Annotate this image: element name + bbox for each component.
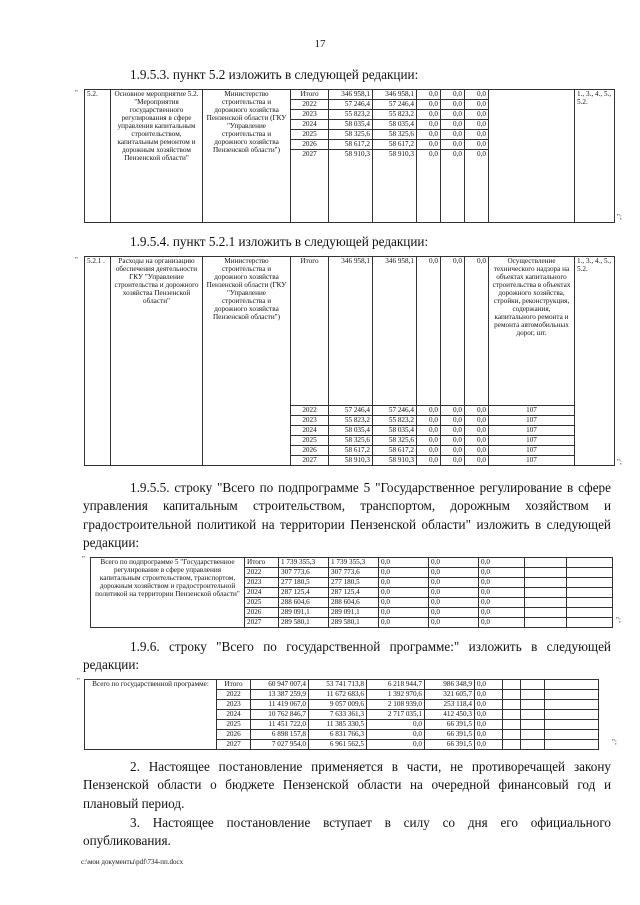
value-cell: 0,0 <box>465 150 489 223</box>
empty-cell <box>521 700 545 710</box>
year-cell: 2025 <box>291 130 329 140</box>
value-cell: 7 027 954,0 <box>251 740 309 750</box>
year-cell: 2024 <box>291 120 329 130</box>
year-cell: 2023 <box>217 700 251 710</box>
value-cell: 0,0 <box>475 720 503 730</box>
value-cell: 0,0 <box>441 140 465 150</box>
indicator-value: 107 <box>489 416 575 426</box>
table-subprogram-5-total <box>90 557 613 628</box>
value-cell: 289 091,1 <box>329 608 379 618</box>
value-cell: 11 419 067,0 <box>251 700 309 710</box>
empty-cell <box>521 740 545 750</box>
empty-cell <box>567 588 613 598</box>
value-cell: 289 580,1 <box>279 618 329 628</box>
value-cell: 0,0 <box>417 416 441 426</box>
value-cell: 0,0 <box>379 558 429 568</box>
empty-cell <box>567 608 613 618</box>
value-cell: 57 246,4 <box>329 100 373 110</box>
value-cell: 0,0 <box>479 588 525 598</box>
empty-cell <box>521 680 545 690</box>
year-cell: 2022 <box>291 100 329 110</box>
item-number: 5.2. <box>85 90 111 223</box>
empty-cell <box>525 558 567 568</box>
quote-close: "; <box>617 213 622 221</box>
value-cell: 346 958,1 <box>373 90 417 100</box>
value-cell: 66 391,5 <box>425 740 475 750</box>
year-cell: Итого <box>245 558 279 568</box>
value-cell: 53 741 713,8 <box>309 680 367 690</box>
value-cell: 0,0 <box>417 110 441 120</box>
value-cell: 0,0 <box>479 558 525 568</box>
value-cell: 2 108 939,0 <box>367 700 425 710</box>
year-cell: 2026 <box>291 140 329 150</box>
value-cell: 0,0 <box>429 568 479 578</box>
value-cell: 58 325,6 <box>373 130 417 140</box>
table-row <box>85 90 615 100</box>
value-cell: 66 391,5 <box>425 720 475 730</box>
value-cell: 0,0 <box>379 608 429 618</box>
value-cell: 55 823,2 <box>329 416 373 426</box>
year-cell: 2023 <box>291 416 329 426</box>
empty-cell <box>525 608 567 618</box>
table-row <box>85 680 599 690</box>
value-cell: 346 958,1 <box>329 90 373 100</box>
footer-file-path: c:\мои документы\pdf\734-пп.docx <box>81 858 184 866</box>
indicator-description: Осуществление технического надзора на объектах капитального строительства в объектах дорожного хозяйства, стройки, реконструкция, содержания, капитального ремонта и ремонта автомобильных дорог, шт. <box>489 257 575 406</box>
value-cell: 0,0 <box>417 456 441 466</box>
page-number: 17 <box>314 38 326 50</box>
table-item-5-2 <box>84 89 615 223</box>
empty-cell <box>545 740 599 750</box>
value-cell: 253 118,4 <box>425 700 475 710</box>
value-cell: 0,0 <box>441 416 465 426</box>
paragraph-3: 3. Настоящее постановление вступает в силу со дня его официального опубликования. <box>83 815 611 849</box>
value-cell: 0,0 <box>479 598 525 608</box>
year-cell: 2025 <box>217 720 251 730</box>
year-cell: Итого <box>291 90 329 100</box>
value-cell: 0,0 <box>441 426 465 436</box>
empty-cell <box>545 700 599 710</box>
value-cell: 60 947 007,4 <box>251 680 309 690</box>
indicator-value: 107 <box>489 456 575 466</box>
indicator-value: 107 <box>489 436 575 446</box>
value-cell: 0,0 <box>417 446 441 456</box>
value-cell: 0,0 <box>379 578 429 588</box>
year-cell: 2022 <box>217 690 251 700</box>
paragraph-1-9-6: 1.9.6. строку "Всего по государственной программе:" изложить в следующей редакции: <box>83 639 611 673</box>
empty-cell <box>521 730 545 740</box>
value-cell: 58 910,3 <box>329 456 373 466</box>
value-cell: 9 057 009,6 <box>309 700 367 710</box>
value-cell: 0,0 <box>441 436 465 446</box>
value-cell: 0,0 <box>429 588 479 598</box>
value-cell: 0,0 <box>367 740 425 750</box>
expense-name: Расходы на организацию обеспечения деятельности ГКУ "Управление строительства и дорожного хозяйства Пензенской области" <box>111 257 203 466</box>
empty-cell <box>521 720 545 730</box>
value-cell: 0,0 <box>441 110 465 120</box>
value-cell: 58 325,6 <box>329 436 373 446</box>
value-cell: 58 035,4 <box>373 120 417 130</box>
year-cell: 2024 <box>217 710 251 720</box>
empty-cell <box>545 690 599 700</box>
value-cell: 0,0 <box>429 618 479 628</box>
value-cell: 1 739 355,3 <box>279 558 329 568</box>
empty-cell <box>525 598 567 608</box>
value-cell: 0,0 <box>465 426 489 436</box>
value-cell: 0,0 <box>379 568 429 578</box>
value-cell: 0,0 <box>417 426 441 436</box>
value-cell: 55 823,2 <box>373 110 417 120</box>
subprogram-name: Всего по подпрограмме 5 "Государственное регулирование в сфере управления капитальным строительством, транспортом, дорожным хозяйством и градостроительной политикой на территории Пензенской области" <box>91 558 245 628</box>
value-cell: 0,0 <box>479 618 525 628</box>
value-cell: 11 672 683,6 <box>309 690 367 700</box>
year-cell: 2026 <box>217 730 251 740</box>
heading-1-9-5-4: 1.9.5.4. пункт 5.2.1 изложить в следующей редакции: <box>130 234 429 249</box>
value-cell: 0,0 <box>429 558 479 568</box>
value-cell: 0,0 <box>379 598 429 608</box>
empty-cell <box>503 710 521 720</box>
value-cell: 57 246,4 <box>329 406 373 416</box>
value-cell: 0,0 <box>417 90 441 100</box>
item-number: 5.2.1 . <box>85 257 111 466</box>
value-cell: 0,0 <box>465 120 489 130</box>
value-cell: 0,0 <box>367 720 425 730</box>
value-cell: 13 387 259,9 <box>251 690 309 700</box>
value-cell: 58 910,3 <box>373 456 417 466</box>
value-cell: 289 580,1 <box>329 618 379 628</box>
year-cell: 2027 <box>291 150 329 223</box>
year-cell: 2027 <box>245 618 279 628</box>
value-cell: 0,0 <box>417 257 441 406</box>
value-cell: 0,0 <box>441 456 465 466</box>
value-cell: 288 604,6 <box>279 598 329 608</box>
value-cell: 0,0 <box>465 100 489 110</box>
empty-cell <box>567 558 613 568</box>
quote-close: "; <box>616 616 621 624</box>
value-cell: 2 717 035,1 <box>367 710 425 720</box>
value-cell: 58 910,3 <box>329 150 373 223</box>
year-cell: 2025 <box>245 598 279 608</box>
quote-open: " <box>77 677 80 685</box>
table-program-total <box>84 679 599 750</box>
value-cell: 58 325,6 <box>329 130 373 140</box>
year-cell: Итого <box>291 257 329 406</box>
year-cell: 2027 <box>217 740 251 750</box>
year-cell: 2025 <box>291 436 329 446</box>
value-cell: 0,0 <box>465 416 489 426</box>
table-row <box>85 257 615 406</box>
indicator-value: 107 <box>489 446 575 456</box>
empty-cell <box>567 568 613 578</box>
value-cell: 0,0 <box>465 130 489 140</box>
value-cell: 0,0 <box>475 690 503 700</box>
target-links: 1., 3., 4., 5., 5.2. <box>575 90 615 223</box>
value-cell: 66 391,5 <box>425 730 475 740</box>
value-cell: 0,0 <box>441 446 465 456</box>
value-cell: 0,0 <box>465 110 489 120</box>
value-cell: 0,0 <box>429 608 479 618</box>
quote-close: "; <box>612 738 617 746</box>
paragraph-1-9-5-5: 1.9.5.5. строку "Всего по подпрограмме 5 "Государственное регулирование в сфере управления капитальным строительством, транспортом, дорожным хозяйством и градостроительной политикой на территории Пензенской области" изложить в следующей редакции: <box>83 480 611 551</box>
value-cell: 55 823,2 <box>329 110 373 120</box>
year-cell: 2022 <box>291 406 329 416</box>
value-cell: 346 958,1 <box>329 257 373 406</box>
empty-cell <box>567 598 613 608</box>
value-cell: 307 773,6 <box>279 568 329 578</box>
value-cell: 0,0 <box>417 120 441 130</box>
value-cell: 1 739 355,3 <box>329 558 379 568</box>
value-cell: 6 831 766,3 <box>309 730 367 740</box>
value-cell: 0,0 <box>417 140 441 150</box>
indicator-value: 107 <box>489 426 575 436</box>
table-row <box>91 558 613 568</box>
value-cell: 58 617,2 <box>373 446 417 456</box>
value-cell: 1 392 970,6 <box>367 690 425 700</box>
executor: Министерство строительства и дорожного хозяйства Пензенской области (ГКУ "Управление строительства и дорожного хозяйства Пензенской области") <box>203 90 291 223</box>
value-cell: 277 180,5 <box>279 578 329 588</box>
empty-cell <box>525 618 567 628</box>
value-cell: 6 218 944,7 <box>367 680 425 690</box>
empty-cell <box>567 578 613 588</box>
value-cell: 288 604,6 <box>329 598 379 608</box>
value-cell: 0,0 <box>441 90 465 100</box>
value-cell: 58 617,2 <box>329 140 373 150</box>
value-cell: 0,0 <box>465 406 489 416</box>
year-cell: 2022 <box>245 568 279 578</box>
quote-open: " <box>75 89 78 97</box>
value-cell: 986 348,9 <box>425 680 475 690</box>
quote-open: " <box>82 555 85 563</box>
value-cell: 0,0 <box>475 710 503 720</box>
value-cell: 0,0 <box>429 578 479 588</box>
value-cell: 0,0 <box>379 618 429 628</box>
value-cell: 58 617,2 <box>329 446 373 456</box>
executor: Министерство строительства и дорожного хозяйства Пензенской области (ГКУ "Управление строительства и дорожного хозяйства Пензенской области") <box>203 257 291 466</box>
value-cell: 0,0 <box>475 700 503 710</box>
empty-cell <box>545 720 599 730</box>
value-cell: 58 617,2 <box>373 140 417 150</box>
value-cell: 0,0 <box>441 150 465 223</box>
value-cell: 0,0 <box>465 140 489 150</box>
value-cell: 289 091,1 <box>279 608 329 618</box>
value-cell: 11 385 330,5 <box>309 720 367 730</box>
value-cell: 0,0 <box>479 578 525 588</box>
value-cell: 6 961 562,5 <box>309 740 367 750</box>
value-cell: 0,0 <box>465 436 489 446</box>
value-cell: 57 246,4 <box>373 406 417 416</box>
value-cell: 11 451 722,0 <box>251 720 309 730</box>
year-cell: Итого <box>217 680 251 690</box>
quote-open: " <box>75 256 78 264</box>
empty-cell <box>545 730 599 740</box>
program-name: Всего по государственной программе: <box>85 680 217 750</box>
indicator-value: 107 <box>489 406 575 416</box>
value-cell: 0,0 <box>429 598 479 608</box>
year-cell: 2027 <box>291 456 329 466</box>
value-cell: 58 035,4 <box>329 120 373 130</box>
empty-cell <box>503 690 521 700</box>
value-cell: 321 605,7 <box>425 690 475 700</box>
quote-close: "; <box>617 458 622 466</box>
value-cell: 0,0 <box>379 588 429 598</box>
year-cell: 2023 <box>245 578 279 588</box>
empty-cell <box>567 618 613 628</box>
value-cell: 0,0 <box>441 130 465 140</box>
value-cell: 277 180,5 <box>329 578 379 588</box>
value-cell: 0,0 <box>475 740 503 750</box>
value-cell: 57 246,4 <box>373 100 417 110</box>
value-cell: 0,0 <box>441 100 465 110</box>
empty-cell <box>521 710 545 720</box>
value-cell: 0,0 <box>417 130 441 140</box>
empty-cell <box>503 720 521 730</box>
empty-cell <box>503 680 521 690</box>
value-cell: 58 325,6 <box>373 436 417 446</box>
empty-cell <box>525 588 567 598</box>
value-cell: 0,0 <box>417 100 441 110</box>
value-cell: 412 450,3 <box>425 710 475 720</box>
value-cell: 0,0 <box>475 680 503 690</box>
empty-cell <box>503 740 521 750</box>
value-cell: 58 910,3 <box>373 150 417 223</box>
year-cell: 2026 <box>245 608 279 618</box>
empty-cell <box>545 710 599 720</box>
value-cell: 0,0 <box>465 90 489 100</box>
value-cell: 0,0 <box>475 730 503 740</box>
value-cell: 0,0 <box>417 150 441 223</box>
value-cell: 346 958,1 <box>373 257 417 406</box>
paragraph-2: 2. Настоящее постановление применяется в части, не противоречащей закону Пензенской области о бюджете Пензенской области на очередной финансовый год и плановый период. <box>83 759 611 811</box>
value-cell: 10 762 846,7 <box>251 710 309 720</box>
value-cell: 0,0 <box>367 730 425 740</box>
empty-cell <box>525 568 567 578</box>
year-cell: 2024 <box>291 426 329 436</box>
value-cell: 7 633 361,3 <box>309 710 367 720</box>
target-links: 1., 3., 4., 5., 5.2. <box>575 257 615 466</box>
value-cell: 58 035,4 <box>373 426 417 436</box>
value-cell: 6 898 157,8 <box>251 730 309 740</box>
value-cell: 0,0 <box>417 436 441 446</box>
value-cell: 0,0 <box>465 446 489 456</box>
heading-1-9-5-3: 1.9.5.3. пункт 5.2 изложить в следующей редакции: <box>130 67 419 82</box>
value-cell: 307 773,6 <box>329 568 379 578</box>
value-cell: 287 125,4 <box>279 588 329 598</box>
value-cell: 0,0 <box>441 257 465 406</box>
year-cell: 2023 <box>291 110 329 120</box>
value-cell: 0,0 <box>479 568 525 578</box>
empty-cell <box>525 578 567 588</box>
value-cell: 0,0 <box>441 120 465 130</box>
empty-cell <box>503 700 521 710</box>
measure-name: Основное мероприятие 5.2. "Мероприятия государственного регулирования в сфере управления капитальным строительством, капитальным ремонтом и дорожным хозяйством Пензенской области" <box>111 90 203 223</box>
value-cell: 0,0 <box>417 406 441 416</box>
table-item-5-2-1 <box>84 256 615 466</box>
year-cell: 2024 <box>245 588 279 598</box>
value-cell: 58 035,4 <box>329 426 373 436</box>
value-cell: 0,0 <box>465 456 489 466</box>
indicator-cell <box>489 90 575 223</box>
value-cell: 55 823,2 <box>373 416 417 426</box>
value-cell: 0,0 <box>465 257 489 406</box>
year-cell: 2026 <box>291 446 329 456</box>
value-cell: 287 125,4 <box>329 588 379 598</box>
empty-cell <box>521 690 545 700</box>
empty-cell <box>545 680 599 690</box>
value-cell: 0,0 <box>441 406 465 416</box>
value-cell: 0,0 <box>479 608 525 618</box>
empty-cell <box>503 730 521 740</box>
